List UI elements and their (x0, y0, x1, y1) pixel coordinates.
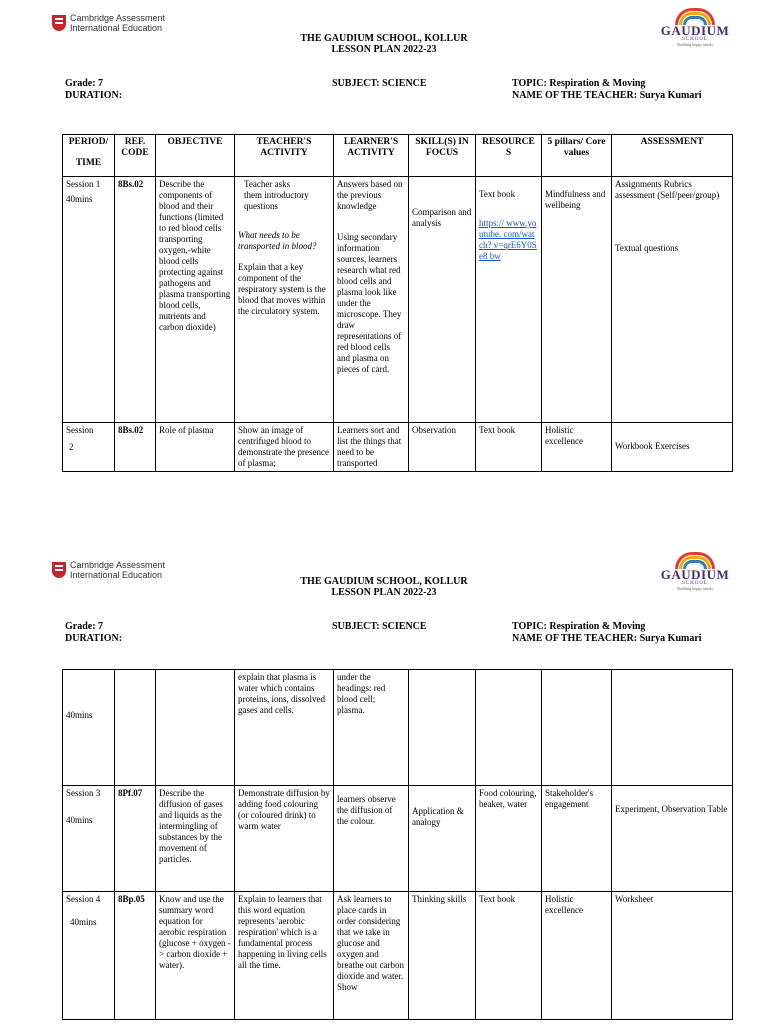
teacher-cell: Demonstrate diffusion by adding food colouring (or coloured drink) to warm water (235, 786, 334, 892)
cambridge-logo (52, 13, 165, 33)
table-row (63, 786, 733, 892)
col-skills: SKILL(S) IN FOCUS (409, 135, 476, 177)
subject: SUBJECT: SCIENCE (332, 621, 427, 632)
objective-cell: Role of plasma (156, 423, 235, 472)
cambridge-line2: International Education (70, 23, 163, 33)
lesson-plan-year: LESSON PLAN 2022-23 (331, 44, 437, 55)
grade: Grade: 7 (65, 78, 104, 89)
teacher-cell: Explain to learners that this word equation represents 'aerobic respiration' which is a fundamental process happening in living cells all the time. (235, 892, 334, 1020)
page-2 (0, 512, 768, 1024)
school-name: THE GAUDIUM SCHOOL, KOLLUR (300, 576, 468, 587)
objective-cell (156, 670, 235, 786)
pillars-cell: Stakeholder's engagement (542, 786, 612, 892)
table-row (63, 670, 733, 786)
skills-cell: Observation (409, 423, 476, 472)
col-teacher-activity: TEACHER'S ACTIVITY (235, 135, 334, 177)
col-assessment: ASSESSMENT (612, 135, 733, 177)
lesson-plan-table-1 (62, 134, 733, 472)
grade: Grade: 7 (65, 621, 104, 632)
objective-cell: Describe the components of blood and their functions (limited to red blood cells transporting oxygen,-white blood cells protecting against pathogens and plasma transporting blood cells, nutrients and carbon dioxide) (156, 177, 235, 423)
teacher-cell: explain that plasma is water which contains proteins, ions, dissolved gases and cells. (235, 670, 334, 786)
period-cell: Session 4 40mins (63, 892, 115, 1020)
topic: TOPIC: Respiration & Moving (512, 621, 646, 632)
period-cell: Session 3 40mins (63, 786, 115, 892)
gaudium-tag: Building happy minds (677, 586, 713, 591)
resources-cell: Food colouring, beaker, water (476, 786, 542, 892)
skills-cell (409, 670, 476, 786)
ref-cell: 8Bs.02 (115, 177, 156, 423)
duration: DURATION: (65, 633, 123, 644)
resources-cell: Text book (476, 423, 542, 472)
resources-cell: Text book https:// www.youtube. com/watch? v=qrE6Y0Se8 bw (476, 177, 542, 423)
period-cell: Session 2 (63, 423, 115, 472)
ref-cell: 8Pf.07 (115, 786, 156, 892)
learner-cell: Ask learners to place cards in order considering that we take in glucose and oxygen and breathe out carbon dioxide and water. Show (334, 892, 409, 1020)
lesson-plan-table-2 (62, 669, 733, 1020)
col-resources: RESOURCE S (476, 135, 542, 177)
gaudium-tag: Building happy minds (677, 42, 713, 47)
gaudium-name: GAUDIUM (660, 567, 730, 582)
col-period: PERIOD/ TIME (63, 135, 115, 177)
topic: TOPIC: Respiration & Moving (512, 78, 646, 89)
skills-cell: Application & analogy (409, 786, 476, 892)
cambridge-line2: International Education (70, 570, 163, 580)
period-cell: 40mins (63, 670, 115, 786)
cambridge-line1: Cambridge Assessment (70, 13, 166, 23)
table-row (63, 892, 733, 1020)
gaudium-name: GAUDIUM (660, 23, 730, 38)
resources-cell (476, 670, 542, 786)
pillars-cell (542, 670, 612, 786)
assessment-cell (612, 670, 733, 786)
lesson-plan-year: LESSON PLAN 2022-23 (331, 587, 437, 598)
table-row (63, 423, 733, 472)
pillars-cell: Holistic excellence (542, 423, 612, 472)
col-objective: OBJECTIVE (156, 135, 235, 177)
youtube-link[interactable]: https:// www.youtube. com/watch? v=qrE6Y0Se8 bw (479, 218, 537, 261)
col-learner-activity: LEARNER'S ACTIVITY (334, 135, 409, 177)
pillars-cell: Holistic excellence (542, 892, 612, 1020)
col-pillars: 5 pillars/ Core values (542, 135, 612, 177)
learner-cell: Learners sort and list the things that need to be transported (334, 423, 409, 472)
assessment-cell: Worksheet (612, 892, 733, 1020)
gaudium-arcs-icon (660, 6, 730, 24)
gaudium-sub: SCHOOL (681, 581, 708, 586)
teacher-name: NAME OF THE TEACHER: Surya Kumari (512, 90, 702, 101)
resources-cell: Text book (476, 892, 542, 1020)
skills-cell: Comparison and analysis (409, 177, 476, 423)
assessment-cell: Workbook Exercises (612, 423, 733, 472)
cambridge-shield-icon (52, 15, 66, 31)
assessment-cell: Experiment, Observation Table (612, 786, 733, 892)
col-ref-code: REF. CODE (115, 135, 156, 177)
learner-cell: learners observe the diffusion of the colour. (334, 786, 409, 892)
school-title (0, 33, 768, 55)
period-cell: Session 1 40mins (63, 177, 115, 423)
skills-cell: Thinking skills (409, 892, 476, 1020)
ref-cell: 8Bp.05 (115, 892, 156, 1020)
cambridge-line1: Cambridge Assessment (70, 560, 166, 570)
subject: SUBJECT: SCIENCE (332, 78, 427, 89)
assessment-cell: Assignments Rubrics assessment (Self/peer/group) Textual questions (612, 177, 733, 423)
teacher-cell: Teacher asks them introductory questions What needs to be transported in blood? Explain that a key component of the respiratory system is the blood that moves within the circulatory system. (235, 177, 334, 423)
objective-cell: Describe the diffusion of gases and liquids as the intermingling of substances by the movement of particles. (156, 786, 235, 892)
duration: DURATION: (65, 90, 123, 101)
school-name: THE GAUDIUM SCHOOL, KOLLUR (300, 33, 468, 44)
learner-cell: under the headings: red blood cell; plasma. (334, 670, 409, 786)
teacher-cell: Show an image of centrifuged blood to demonstrate the presence of plasma; (235, 423, 334, 472)
school-title (0, 576, 768, 598)
objective-cell: Know and use the summary word equation for aerobic respiration (glucose + oxygen -> carbon dioxide + water). (156, 892, 235, 1020)
learner-cell: Answers based on the previous knowledge Using secondary information sources, learners research what red blood cells and plasma look like under the microscope. They draw representations of red blood cells and plasma on pieces of card. (334, 177, 409, 423)
ref-cell: 8Bs.02 (115, 423, 156, 472)
gaudium-sub: SCHOOL (681, 37, 708, 42)
pillars-cell: Mindfulness and wellbeing (542, 177, 612, 423)
table-header-row (63, 135, 733, 177)
gaudium-arcs-icon (660, 550, 730, 568)
teacher-name: NAME OF THE TEACHER: Surya Kumari (512, 633, 702, 644)
table-row (63, 177, 733, 423)
ref-cell (115, 670, 156, 786)
